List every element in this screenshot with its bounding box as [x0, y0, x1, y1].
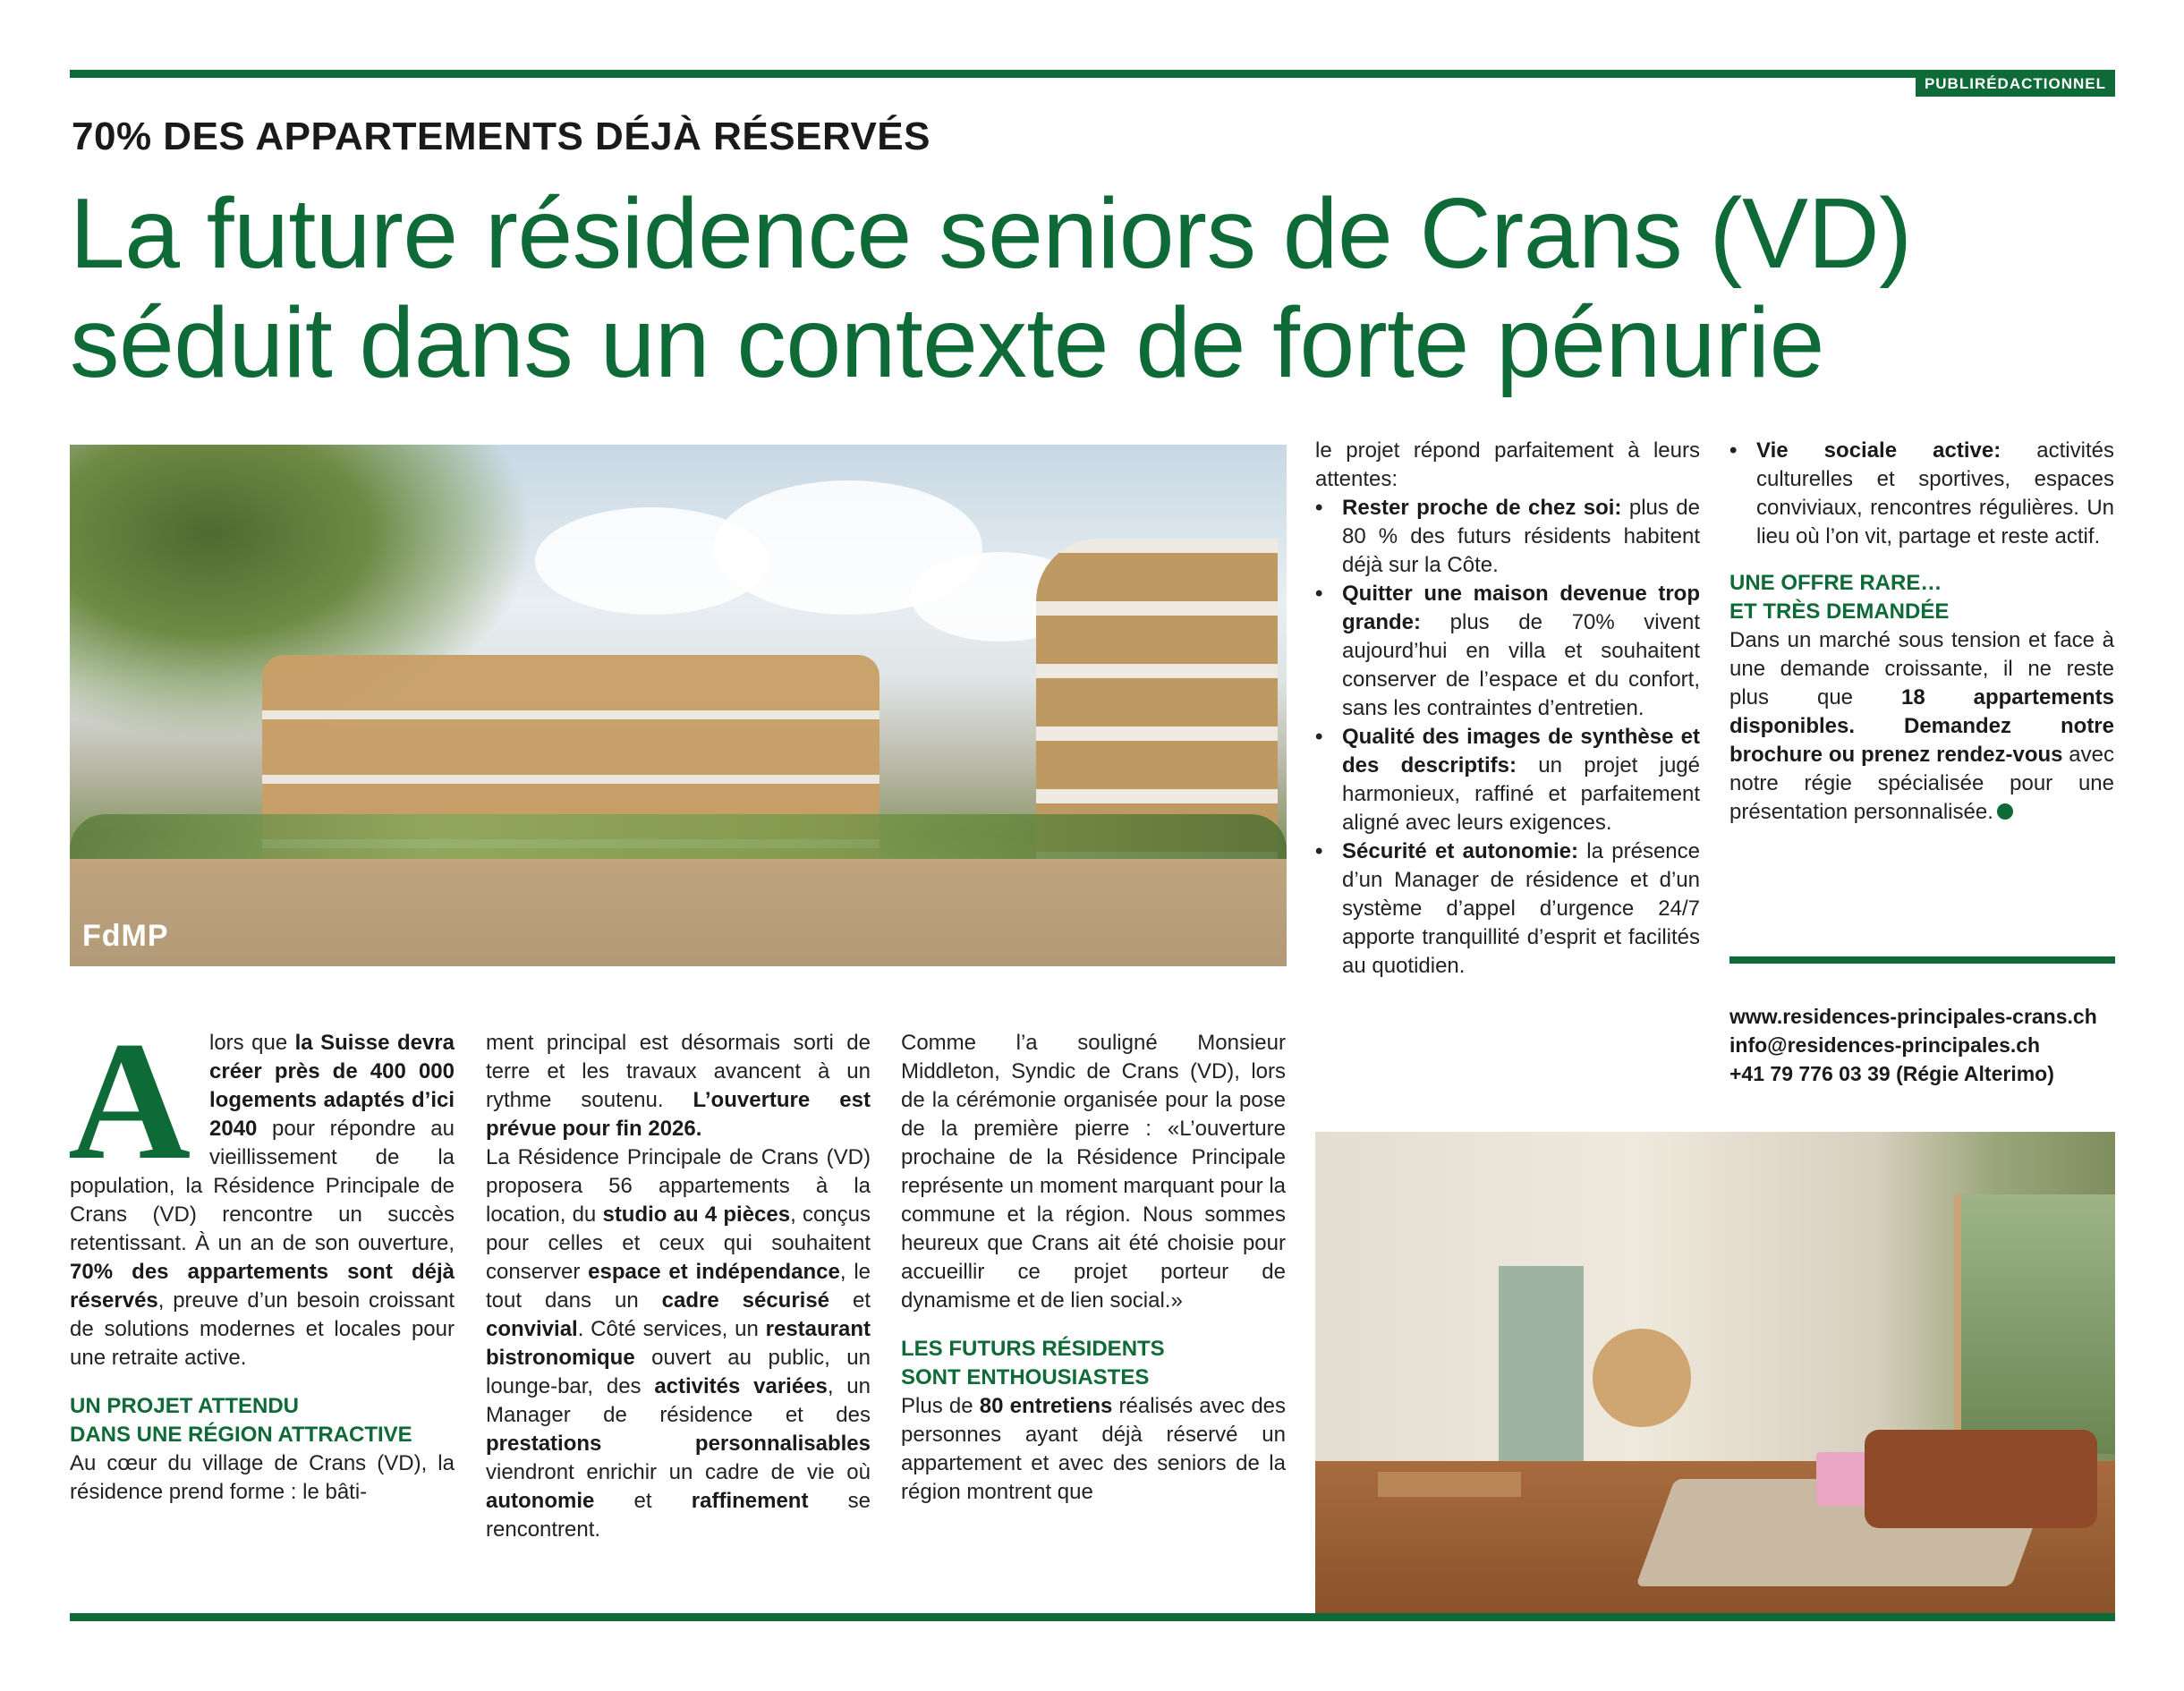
paragraph: le projet répond parfaitement à leurs attentes: [1315, 438, 1700, 491]
article-column-4 [1315, 437, 1700, 981]
headline-line-2: séduit dans un contexte de forte pénurie [70, 287, 1824, 398]
window-shape [1954, 1194, 2115, 1454]
photo-credit: FdMP [82, 919, 169, 953]
exterior-rendering-image [70, 445, 1287, 966]
bullet-item: • Sécurité et autonomie: la présence d’un Manager de résidence et d’un système d’appel d’urgence 24/7 apporte tranquillité d’esprit et facilités au quotidien. [1315, 837, 1700, 981]
phone-number: +41 79 776 03 39 (Régie Alterimo) [1729, 1062, 2054, 1085]
desk-shape [1378, 1472, 1521, 1497]
end-mark-icon [1997, 803, 2013, 820]
page-title [70, 179, 2119, 397]
sofa-shape [1865, 1430, 2097, 1528]
paragraph: Dans un marché sous tension et face à une demande croissante, il ne reste plus que 18 appartements disponibles. Demandez notre brochure ou prenez rendez-vous avec notre régie spécialisée pour une présentation personnalisée. [1729, 628, 2114, 824]
bottom-rule [70, 1613, 2115, 1621]
article-column-2 [486, 1029, 871, 1544]
paragraph: La Résidence Principale de Crans (VD) proposera 56 appartements à la location, du studio au 4 pièces, conçus pour celles et ceux qui souhaitent conserver espace et indépendance, le tout dans un cadre sécurisé et convivial. Côté services, un restaurant bistronomique ouvert au public, un lounge-bar, des activités variées, un Manager de résidence et des prestations personnalisables viendront enrichir un cadre de vie où autonomie et raffinement se rencontrent. [486, 1145, 871, 1542]
paragraph: ment principal est désormais sorti de terre et les travaux avancent à un rythme soutenu. L’ouverture est prévue pour fin 2026. [486, 1031, 871, 1141]
subheading: LES FUTURS RÉSIDENTS SONT ENTHOUSIASTES [901, 1337, 1165, 1389]
section-tag: PUBLIRÉDACTIONNEL [1916, 72, 2115, 97]
headline-line-1: La future résidence seniors de Crans (VD) [70, 178, 1912, 289]
paragraph: Au cœur du village de Crans (VD), la résidence prend forme : le bâti- [70, 1451, 455, 1504]
article-column-1 [68, 1007, 455, 1507]
bullet-item: • Quitter une maison devenue trop grande: plus de 70% vivent aujourd’hui en villa et souhaitent conserver de l’espace et du confort, sans les contraintes d’entretien. [1315, 580, 1700, 723]
subheading: UNE OFFRE RARE… ET TRÈS DEMANDÉE [1729, 571, 1950, 624]
path-shape [70, 859, 1287, 966]
bullet-item: • Rester proche de chez soi: plus de 80 % des futurs résidents habitent déjà sur la Côte. [1315, 494, 1700, 580]
bullet-item: • Qualité des images de synthèse et des descriptifs: un projet jugé harmonieux, raffiné et parfaitement aligné avec leurs exigences. [1315, 723, 1700, 837]
subheading: UN PROJET ATTENDU DANS UNE RÉGION ATTRACTIVE [70, 1394, 412, 1447]
quote-paragraph: Comme l’a souligné Monsieur Middleton, Syndic de Crans (VD), lors de la cérémonie organisée pour la pose de la première pierre : «L’ouverture prochaine de la Résidence Principale représente un moment marquant pour la commune et la région. Nous sommes heureux que Crans ait été choisie pour accueillir ce projet porteur de dynamisme et de lien social.» [901, 1031, 1286, 1313]
interior-rendering-image [1315, 1132, 2115, 1613]
article-column-5 [1729, 437, 2114, 827]
mirror-shape [1593, 1329, 1691, 1427]
website-link[interactable]: www.residences-principales-crans.ch [1729, 1005, 2097, 1028]
kicker: 70% DES APPARTEMENTS DÉJÀ RÉSERVÉS [72, 115, 931, 158]
drop-cap: A [68, 1007, 191, 1195]
bullet-item: • Vie sociale active: activités culturelles et sportives, espaces conviviaux, rencontres régulières. Un lieu où l’on vit, partage et reste actif. [1729, 437, 2114, 551]
email-link[interactable]: info@residences-principales.ch [1729, 1033, 2041, 1057]
door-shape [1499, 1266, 1584, 1481]
intro-paragraph: A lors que la Suisse devra créer près de 400 000 logements adaptés d’ici 2040 pour répondre au vieillissement de la population, la Résidence Principale de Crans (VD) rencontre un succès retentissant. À un an de son ouverture, 70% des appartements sont déjà réservés, preuve d’un besoin croissant de solutions modernes et locales pour une retraite active. [68, 1007, 455, 1370]
contact-separator [1729, 956, 2115, 964]
top-rule [70, 70, 2115, 78]
contact-block [1729, 1002, 2097, 1088]
article-column-3 [901, 1029, 1286, 1507]
paragraph: Plus de 80 entretiens réalisés avec des personnes ayant déjà réservé un appartement et avec des seniors de la région montrent que [901, 1394, 1287, 1504]
